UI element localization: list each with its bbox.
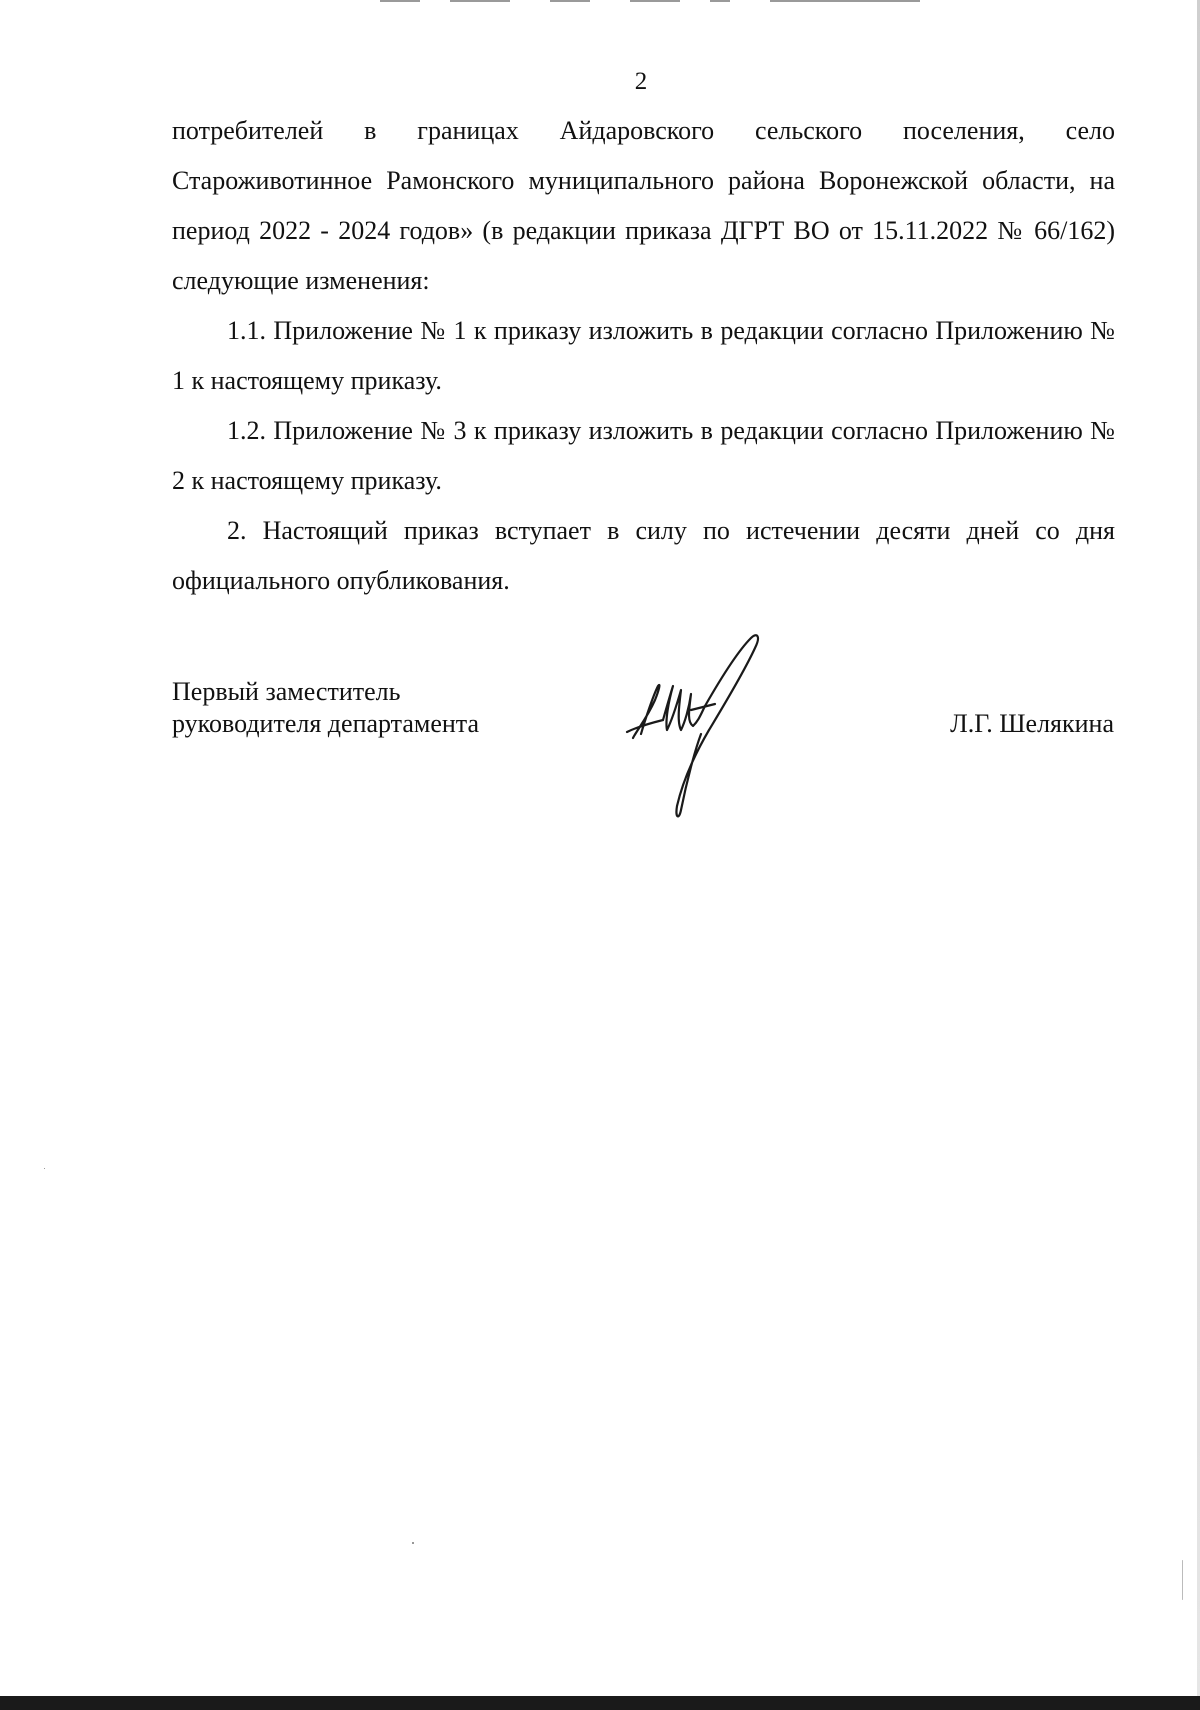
scan-speck xyxy=(44,1168,45,1169)
scan-artifact-bottom-bar xyxy=(0,1696,1200,1710)
scan-artifact-top xyxy=(380,0,980,4)
handwritten-signature xyxy=(625,630,785,830)
signatory-name: Л.Г. Шелякина xyxy=(950,709,1114,738)
document-body xyxy=(172,106,1115,606)
signatory-position-line-2: руководителя департамента xyxy=(172,709,480,738)
page-number: 2 xyxy=(634,68,648,95)
signatory-position-line-1: Первый заместитель xyxy=(172,677,401,706)
paragraph-item-1-2: 1.2. Приложение № 3 к приказу изложить в редакции согласно Приложению № 2 к настоящему приказу. xyxy=(172,416,1115,495)
paragraph-item-2: 2. Настоящий приказ вступает в силу по истечении десяти дней со дня официального опубликования. xyxy=(172,516,1115,595)
scan-speck xyxy=(412,1542,414,1544)
scan-speck xyxy=(1182,1560,1183,1600)
paragraph-item-1-1: 1.1. Приложение № 1 к приказу изложить в редакции согласно Приложению № 1 к настоящему приказу. xyxy=(172,316,1115,395)
paragraph-continuation: потребителей в границах Айдаровского сельского поселения, село Староживотинное Рамонского муниципального района Воронежской области, на период 2022 - 2024 годов» (в редакции приказа ДГРТ ВО от 15.11.2022 № 66/162) следующие изменения: xyxy=(172,116,1115,295)
signatory-position xyxy=(172,676,479,740)
